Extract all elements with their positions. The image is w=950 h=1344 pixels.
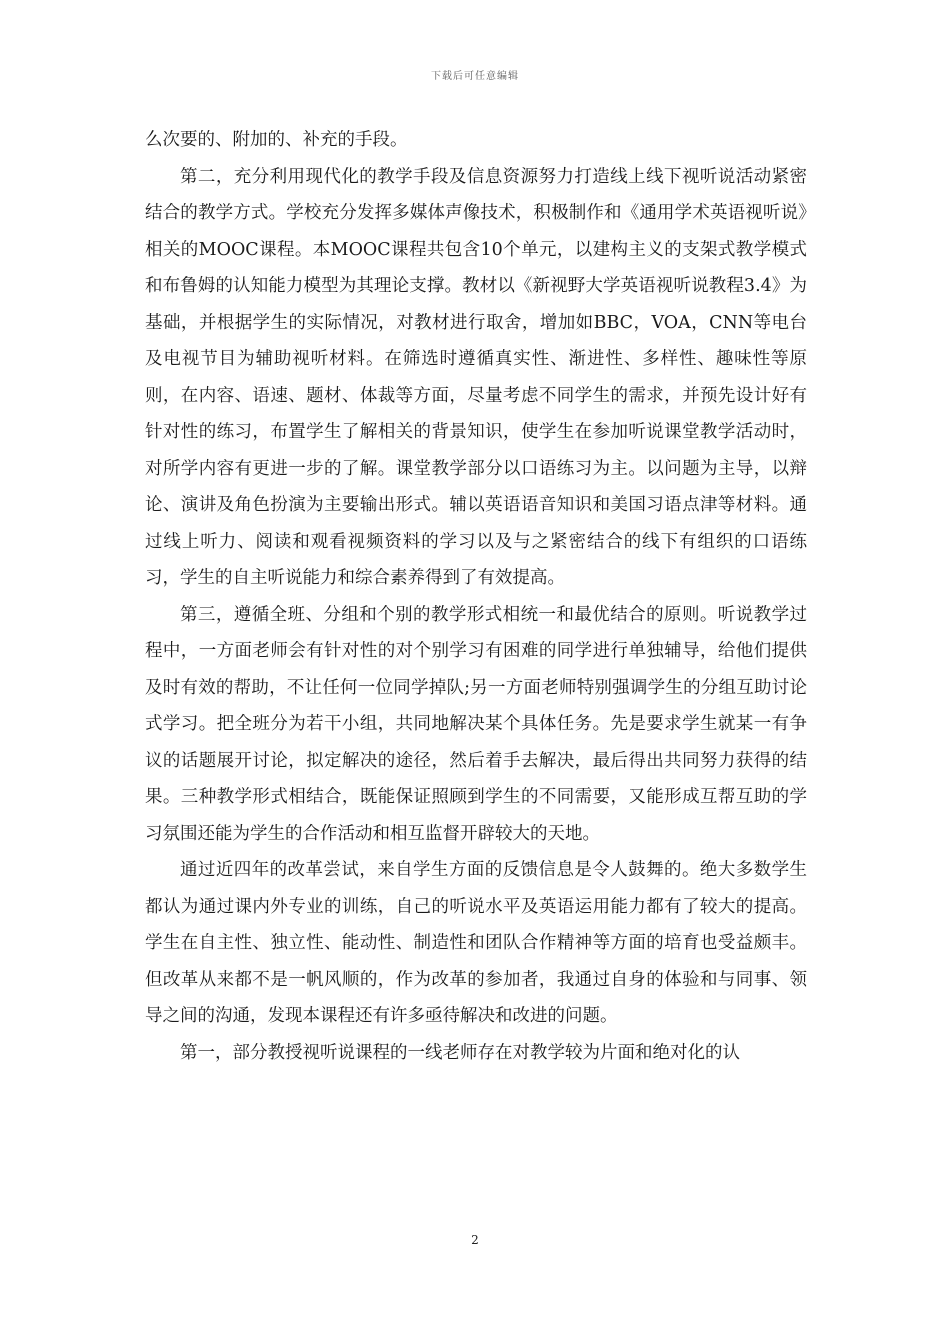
paragraph-continuation: 么次要的、附加的、补充的手段。 (145, 130, 408, 150)
paragraph-third-point: 第三，遵循全班、分组和个别的教学形式相统一和最优结合的原则。听说教学过程中，一方面老师会有针对性的对个别学习有困难的同学进行单独辅导，给他们提供及时有效的帮助，不让任何一位同学掉队;另一方面老师特别强调学生的分组互助讨论式学习。把全班分为若干小组，共同地解决某个具体任务。先是要求学生就某一有争议的话题展开讨论，拟定解决的途径，然后着手去解决，最后得出共同努力获得的结果。三种教学形式相结合，既能保证照顾到学生的不同需要，又能形成互帮互助的学习氛围还能为学生的合作活动和相互监督开辟较大的天地。 (145, 604, 807, 844)
page-number: 2 (471, 1233, 479, 1247)
paragraph-feedback: 通过近四年的改革尝试，来自学生方面的反馈信息是令人鼓舞的。绝大多数学生都认为通过课内外专业的训练，自己的听说水平及英语运用能力都有了较大的提高。学生在自主性、独立性、能动性、制造性和团队合作精神等方面的培育也受益颇丰。但改革从来都不是一帆风顺的，作为改革的参加者，我通过自身的体验和与同事、领导之间的沟通，发现本课程还有许多亟待解决和改进的问题。 (145, 860, 807, 1026)
body-text (145, 122, 807, 1071)
page-header: 下载后可任意编辑 (431, 71, 519, 82)
paragraph-second-point: 第二，充分利用现代化的教学手段及信息资源努力打造线上线下视听说活动紧密结合的教学方式。学校充分发挥多媒体声像技术，积极制作和《通用学术英语视听说》相关的MOOC课程。本MOOC课程共包含10个单元，以建构主义的支架式教学模式和布鲁姆的认知能力模型为其理论支撑。教材以《新视野大学英语视听说教程3.4》为基础，并根据学生的实际情况，对教材进行取舍，增加如BBC，VOA，CNN等电台及电视节目为辅助视听材料。在筛选时遵循真实性、渐进性、多样性、趣味性等原则，在内容、语速、题材、体裁等方面，尽量考虑不同学生的需求，并预先设计好有针对性的练习，布置学生了解相关的背景知识，使学生在参加听说课堂教学活动时，对所学内容有更进一步的了解。课堂教学部分以口语练习为主。以问题为主导，以辩论、演讲及角色扮演为主要输出形式。辅以英语语音知识和美国习语点津等材料。通过线上听力、阅读和观看视频资料的学习以及与之紧密结合的线下有组织的口语练习，学生的自主听说能力和综合素养得到了有效提高。 (145, 166, 807, 588)
paragraph-first-problem: 第一，部分教授视听说课程的一线老师存在对教学较为片面和绝对化的认 (180, 1042, 740, 1063)
